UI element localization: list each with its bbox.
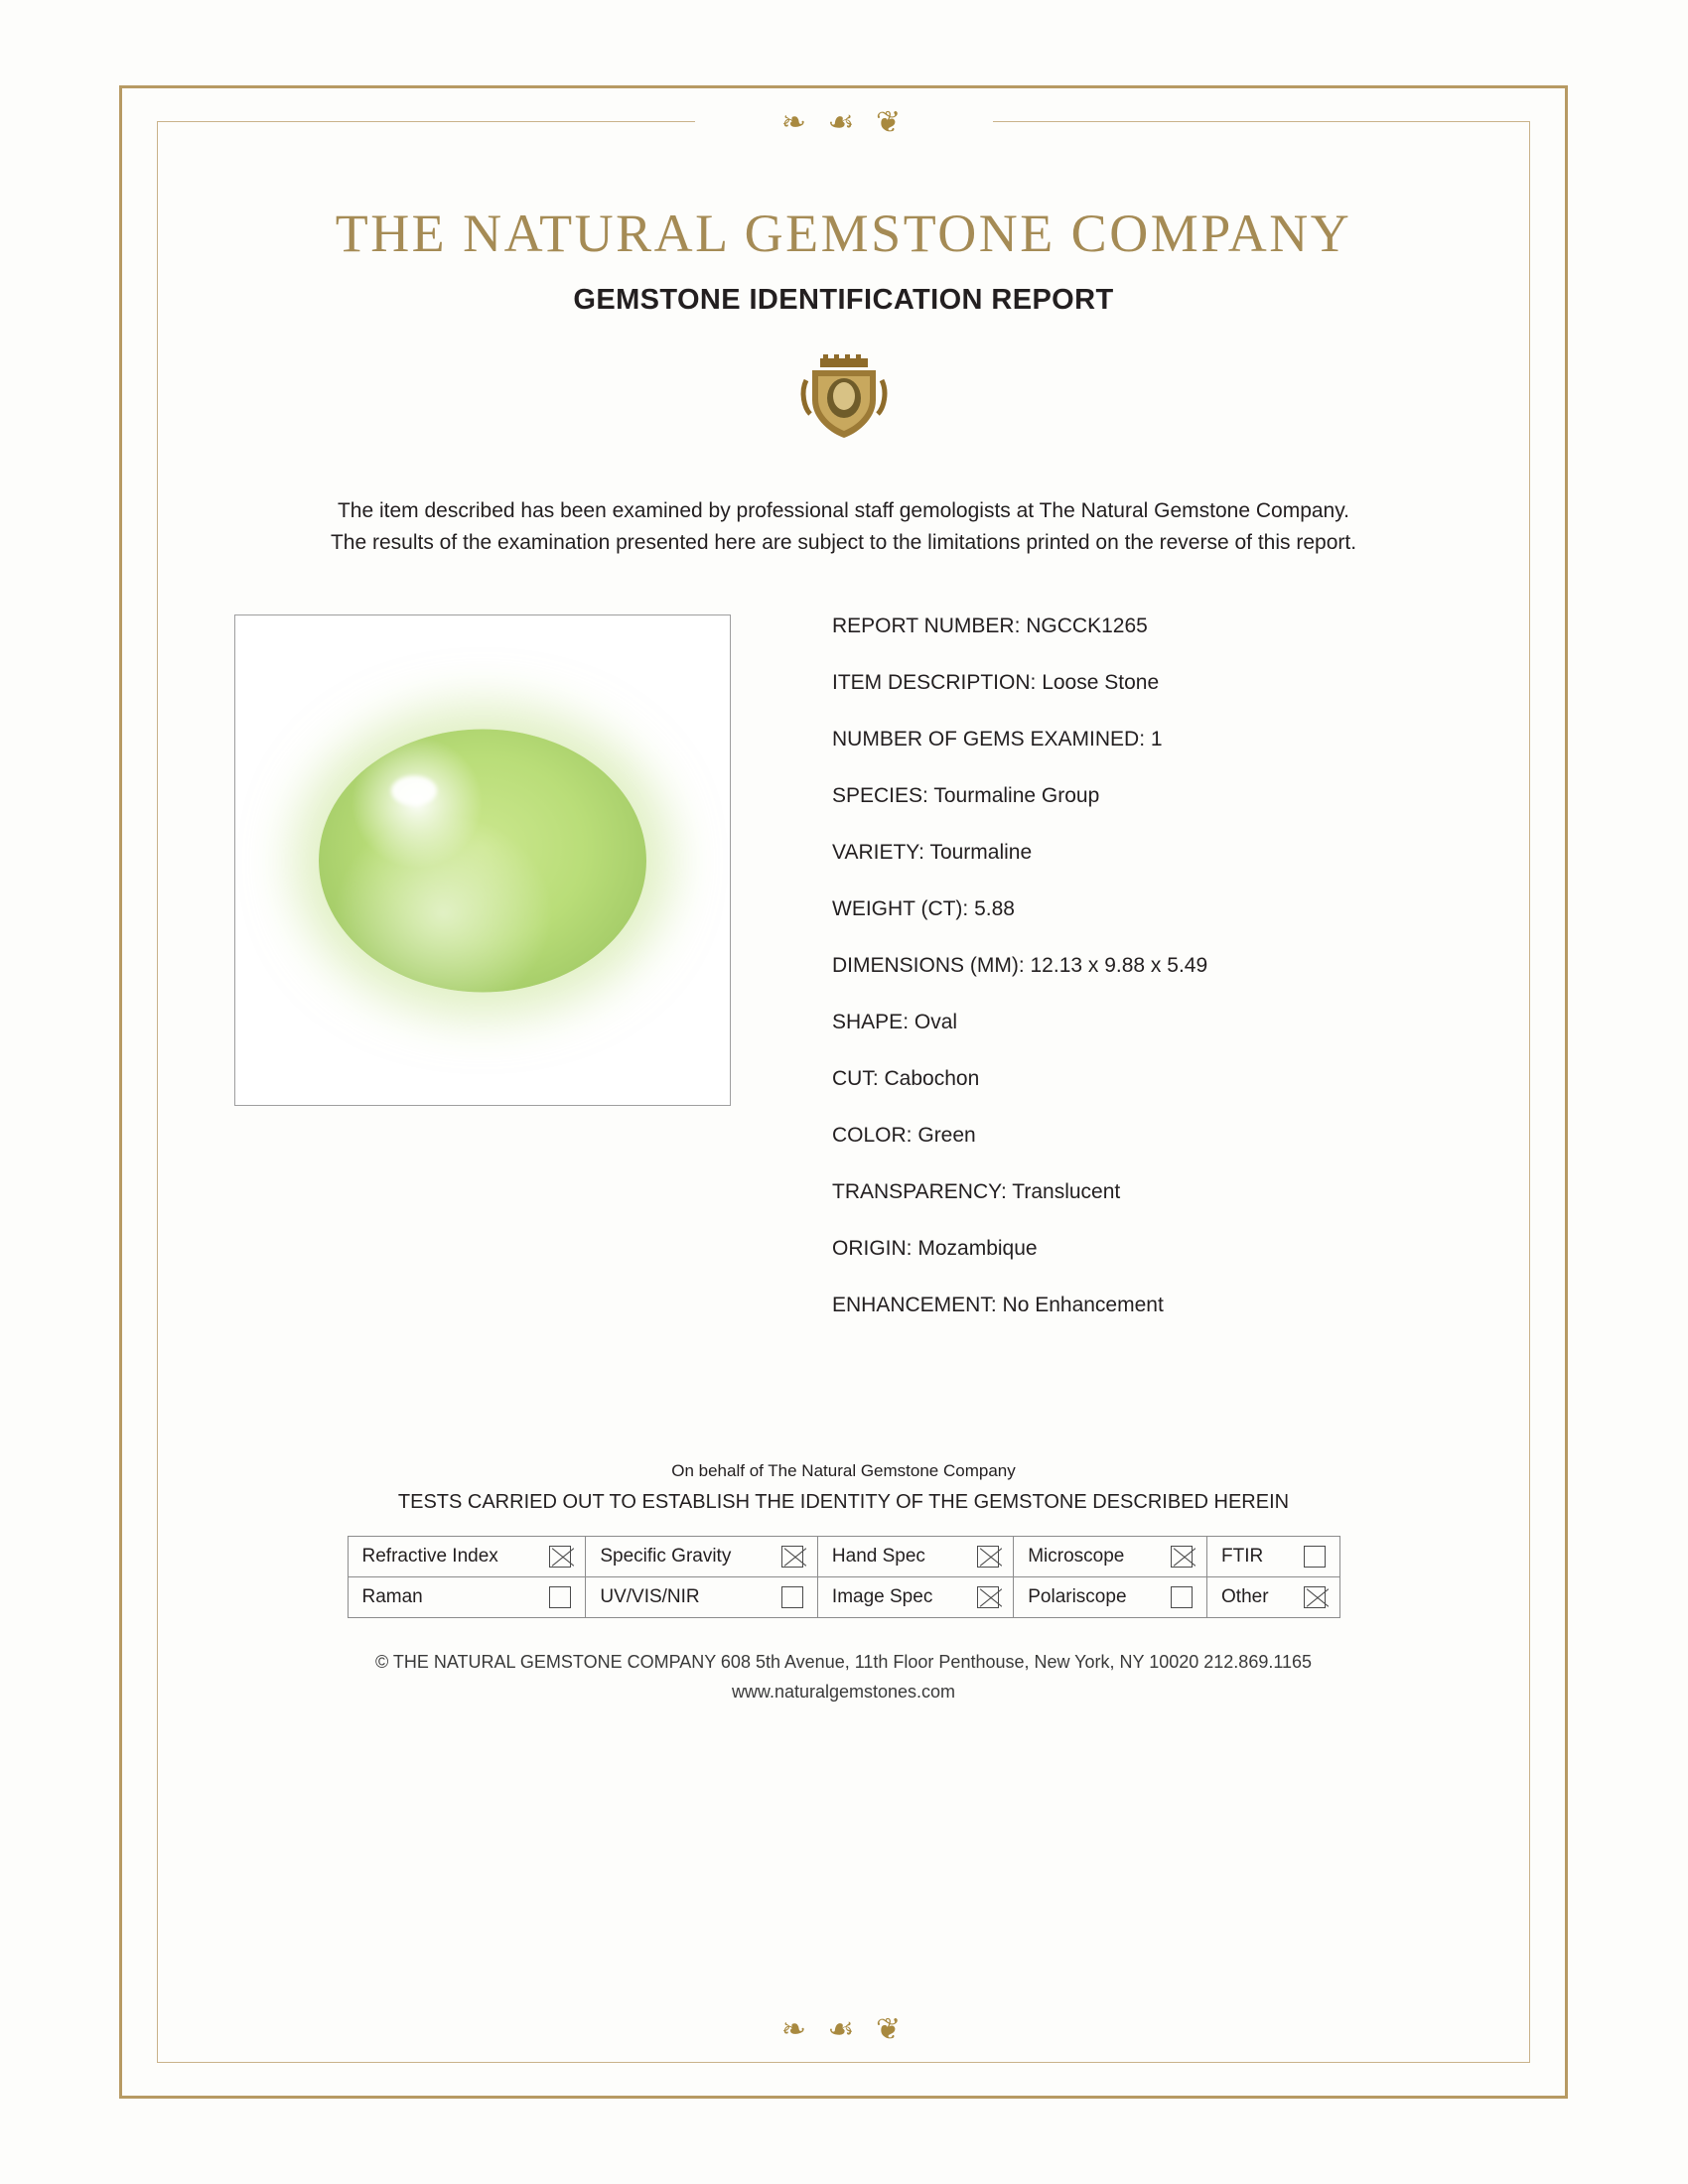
- checkbox-polariscope[interactable]: [1171, 1586, 1193, 1608]
- gem-photo-frame: [234, 614, 731, 1106]
- detail-value: Tourmaline Group: [933, 784, 1100, 807]
- test-label: Specific Gravity: [600, 1546, 732, 1567]
- detail-weight: [832, 897, 1487, 921]
- table-row: [348, 1577, 1339, 1618]
- detail-value: No Enhancement: [1002, 1294, 1164, 1316]
- detail-label: TRANSPARENCY:: [832, 1180, 1007, 1203]
- detail-label: COLOR:: [832, 1124, 913, 1147]
- detail-value: 1: [1150, 728, 1163, 751]
- detail-label: REPORT NUMBER:: [832, 614, 1021, 637]
- ornament-top-icon: ❧ ☙ ❦: [695, 102, 993, 142]
- checkbox-microscope[interactable]: [1171, 1546, 1193, 1568]
- test-cell-refractive-index[interactable]: [348, 1537, 586, 1577]
- ornament-bottom-icon: ❧ ☙ ❦: [695, 2009, 993, 2049]
- checkbox-raman[interactable]: [549, 1586, 571, 1608]
- detail-enhancement: [832, 1294, 1487, 1317]
- test-cell-specific-gravity[interactable]: [586, 1537, 818, 1577]
- report-title: GEMSTONE IDENTIFICATION REPORT: [573, 284, 1114, 316]
- test-cell-microscope[interactable]: [1014, 1537, 1207, 1577]
- detail-shape: [832, 1011, 1487, 1034]
- intro-line-1: The item described has been examined by professional staff gemologists at The Natural Gemstone Company.: [337, 499, 1350, 522]
- test-cell-raman[interactable]: [348, 1577, 586, 1618]
- detail-value: 5.88: [974, 897, 1015, 920]
- checkbox-image-spec[interactable]: [977, 1586, 999, 1608]
- heraldic-crest-icon: [796, 354, 892, 440]
- detail-label: NUMBER OF GEMS EXAMINED:: [832, 728, 1146, 751]
- test-label: Hand Spec: [831, 1546, 925, 1567]
- test-cell-polariscope[interactable]: [1014, 1577, 1207, 1618]
- detail-label: SPECIES:: [832, 784, 928, 807]
- gemstone-image: [319, 729, 646, 992]
- test-label: Polariscope: [1028, 1586, 1127, 1607]
- test-label: Image Spec: [831, 1586, 933, 1607]
- test-label: Refractive Index: [361, 1546, 498, 1567]
- detail-label: SHAPE:: [832, 1011, 910, 1033]
- detail-label: VARIETY:: [832, 841, 924, 864]
- detail-label: ITEM DESCRIPTION:: [832, 671, 1037, 694]
- test-cell-image-spec[interactable]: [817, 1577, 1013, 1618]
- checkbox-ftir[interactable]: [1304, 1546, 1326, 1568]
- tests-table: [348, 1536, 1340, 1618]
- detail-value: Mozambique: [917, 1237, 1038, 1260]
- checkbox-other[interactable]: [1304, 1586, 1326, 1608]
- certificate-content: [157, 121, 1530, 2063]
- detail-variety: [832, 841, 1487, 865]
- detail-origin: [832, 1237, 1487, 1261]
- on-behalf-text: On behalf of The Natural Gemstone Company: [671, 1461, 1016, 1480]
- checkbox-refractive-index[interactable]: [549, 1546, 571, 1568]
- table-row: [348, 1537, 1339, 1577]
- test-cell-hand-spec[interactable]: [817, 1537, 1013, 1577]
- detail-label: CUT:: [832, 1067, 879, 1090]
- detail-value: Translucent: [1012, 1180, 1121, 1203]
- crest-container: [157, 354, 1530, 440]
- intro-text: [157, 495, 1530, 559]
- checkbox-specific-gravity[interactable]: [781, 1546, 803, 1568]
- detail-color: [832, 1124, 1487, 1148]
- detail-label: ENHANCEMENT:: [832, 1294, 997, 1316]
- test-label: Raman: [361, 1586, 423, 1607]
- detail-transparency: [832, 1180, 1487, 1204]
- detail-value: NGCCK1265: [1026, 614, 1148, 637]
- detail-report-number: [832, 614, 1487, 638]
- tests-heading: TESTS CARRIED OUT TO ESTABLISH THE IDENTITY OF THE GEMSTONE DESCRIBED HEREIN: [397, 1491, 1290, 1513]
- test-cell-other[interactable]: [1207, 1577, 1339, 1618]
- detail-cut: [832, 1067, 1487, 1091]
- checkbox-uv-vis-nir[interactable]: [781, 1586, 803, 1608]
- detail-value: Oval: [914, 1011, 958, 1033]
- detail-number-of-gems: [832, 728, 1487, 751]
- test-label: UV/VIS/NIR: [600, 1586, 700, 1607]
- test-label: FTIR: [1221, 1546, 1264, 1567]
- detail-dimensions: [832, 954, 1487, 978]
- detail-species: [832, 784, 1487, 808]
- detail-value: Tourmaline: [929, 841, 1033, 864]
- certificate-footer: [157, 1461, 1530, 1703]
- test-label: Other: [1221, 1586, 1269, 1607]
- intro-line-2: The results of the examination presented here are subject to the limitations printed on the reverse of this report.: [330, 531, 1357, 554]
- detail-label: ORIGIN:: [832, 1237, 913, 1260]
- detail-label: WEIGHT (CT):: [832, 897, 969, 920]
- detail-value: Loose Stone: [1042, 671, 1160, 694]
- gem-details-list: [832, 614, 1487, 1350]
- detail-value: 12.13 x 9.88 x 5.49: [1030, 954, 1208, 977]
- detail-value: Cabochon: [884, 1067, 980, 1090]
- detail-value: Green: [917, 1124, 976, 1147]
- company-title: THE NATURAL GEMSTONE COMPANY: [335, 204, 1352, 263]
- report-body: [157, 614, 1530, 1316]
- copyright-text: © THE NATURAL GEMSTONE COMPANY 608 5th Avenue, 11th Floor Penthouse, New York, NY 10020 212.869.1165: [374, 1652, 1313, 1672]
- detail-item-description: [832, 671, 1487, 695]
- test-label: Microscope: [1028, 1546, 1125, 1567]
- test-cell-ftir[interactable]: [1207, 1537, 1339, 1577]
- detail-label: DIMENSIONS (MM):: [832, 954, 1025, 977]
- checkbox-hand-spec[interactable]: [977, 1546, 999, 1568]
- test-cell-uv-vis-nir[interactable]: [586, 1577, 818, 1618]
- website-text[interactable]: www.naturalgemstones.com: [731, 1682, 956, 1702]
